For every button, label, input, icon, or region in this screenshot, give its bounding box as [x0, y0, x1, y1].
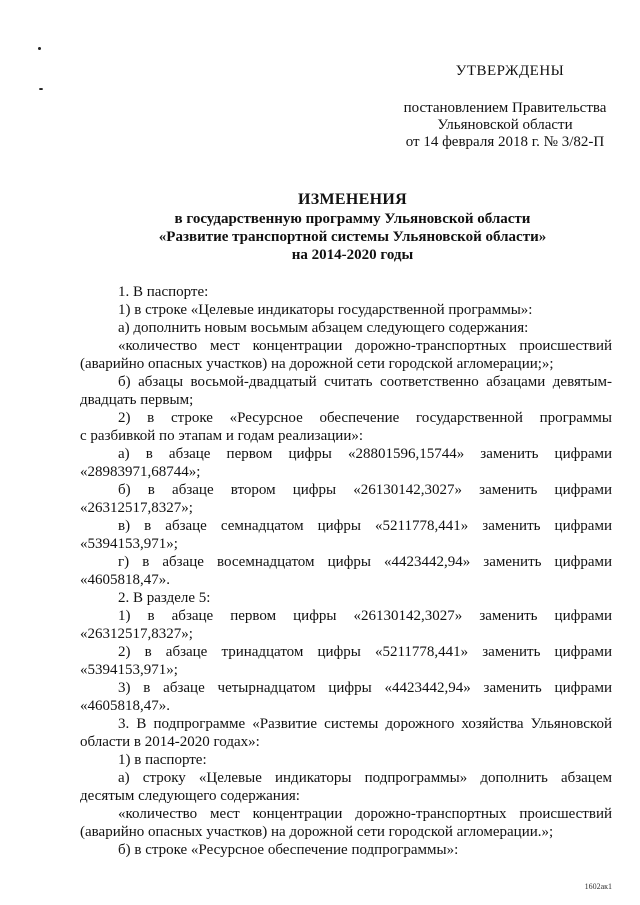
body-line: (аварийно опасных участков) на дорожной сети городской агломерации;»;: [80, 356, 554, 372]
body-line: 2. В разделе 5:: [118, 590, 211, 606]
heading-title: ИЗМЕНЕНИЯ: [298, 191, 407, 208]
body-line: десятым следующего содержания:: [80, 788, 300, 804]
body-line: 1) в паспорте:: [118, 752, 207, 768]
body-line: б) абзацы восьмой-двадцатый считать соответственно абзацами девятым-: [118, 374, 612, 390]
body-line: «5394153,971»;: [80, 662, 178, 678]
body-line: «4605818,47».: [80, 698, 170, 714]
approval-line: постановлением Правительства: [403, 100, 607, 116]
body-line: 2) в строке «Ресурсное обеспечение государственной программы: [118, 410, 612, 426]
body-line: «количество мест концентрации дорожно-транспортных происшествий: [118, 806, 612, 822]
body-line: а) в абзаце первом цифры «28801596,15744» заменить цифрами: [118, 446, 612, 462]
body-line: «26312517,8327»;: [80, 626, 193, 642]
body-line: «26312517,8327»;: [80, 500, 193, 516]
heading-line: на 2014-2020 годы: [291, 247, 414, 263]
body-line: «4605818,47».: [80, 572, 170, 588]
body-line: в) в абзаце семнадцатом цифры «5211778,441» заменить цифрами: [118, 518, 612, 534]
body-line: г) в абзаце восемнадцатом цифры «4423442,94» заменить цифрами: [118, 554, 612, 570]
scan-mark: [38, 47, 41, 50]
body-line: б) в строке «Ресурсное обеспечение подпрограммы»:: [118, 842, 459, 858]
approval-title: УТВЕРЖДЕНЫ: [455, 63, 565, 79]
approval-line: от 14 февраля 2018 г. № 3/82-П: [405, 134, 605, 150]
body-line: 3. В подпрограмме «Развитие системы дорожного хозяйства Ульяновской: [118, 716, 612, 732]
footer-code: 1602ак1: [584, 882, 612, 891]
heading-line: в государственную программу Ульяновской области: [174, 211, 531, 227]
body-line: а) дополнить новым восьмым абзацем следующего содержания:: [118, 320, 529, 336]
body-line: (аварийно опасных участков) на дорожной сети городской агломерации.»;: [80, 824, 554, 840]
document-heading: [80, 191, 625, 264]
approval-line: Ульяновской области: [437, 117, 573, 133]
body-line: двадцать первым;: [80, 392, 194, 408]
body-line: 1) в строке «Целевые индикаторы государственной программы»:: [118, 302, 533, 318]
body-line: «количество мест концентрации дорожно-транспортных происшествий: [118, 338, 612, 354]
body-line: «5394153,971»;: [80, 536, 178, 552]
document-body: [80, 283, 612, 859]
body-line: с разбивкой по этапам и годам реализации»:: [80, 428, 364, 444]
scan-mark: [39, 88, 43, 90]
body-line: области в 2014-2020 годах»:: [80, 734, 260, 750]
body-line: а) строку «Целевые индикаторы подпрограммы» дополнить абзацем: [118, 770, 612, 786]
body-line: 3) в абзаце четырнадцатом цифры «4423442,94» заменить цифрами: [118, 680, 612, 696]
body-line: 2) в абзаце тринадцатом цифры «5211778,441» заменить цифрами: [118, 644, 612, 660]
heading-line: «Развитие транспортной системы Ульяновской области»: [158, 229, 547, 245]
body-line: 1. В паспорте:: [118, 284, 209, 300]
body-line: б) в абзаце втором цифры «26130142,3027» заменить цифрами: [118, 482, 612, 498]
body-line: 1) в абзаце первом цифры «26130142,3027» заменить цифрами: [118, 608, 612, 624]
body-line: «28983971,68744»;: [80, 464, 201, 480]
approval-block: [395, 62, 615, 151]
